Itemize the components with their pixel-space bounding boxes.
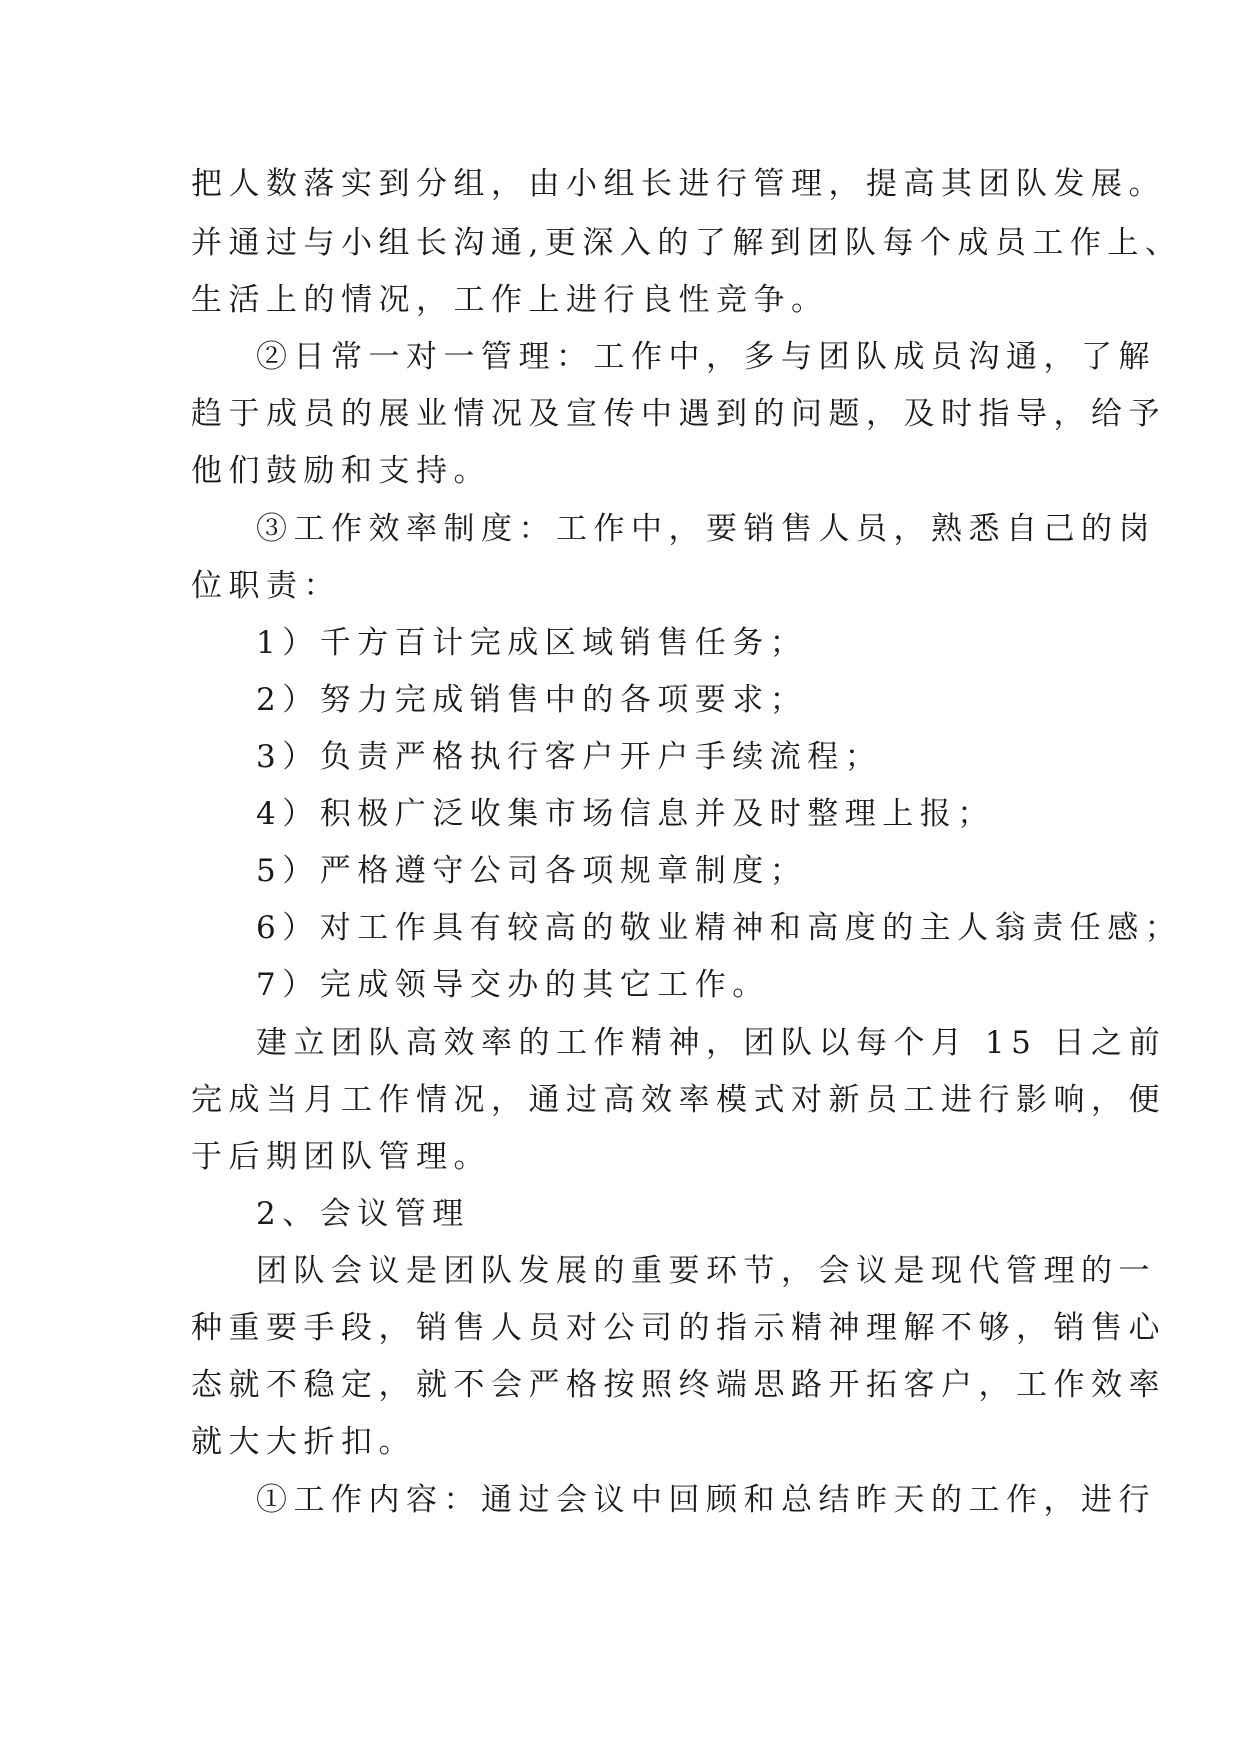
- list-item: 6）对工作具有较高的敬业精神和高度的主人翁责任感；: [256, 910, 1183, 946]
- text-line: 完成当月工作情况，通过高效率模式对新员工进行影响，便: [191, 1082, 1166, 1118]
- paragraph-first-line: 建立团队高效率的工作精神，团队以每个月 15 日之前: [256, 1025, 1167, 1061]
- text-line: 位职责：: [191, 568, 341, 604]
- paragraph-first-line: ③工作效率制度：工作中，要销售人员，熟悉自己的岗: [256, 511, 1156, 547]
- text-line: 他们鼓励和支持。: [191, 453, 491, 489]
- list-item: 4）积极广泛收集市场信息并及时整理上报；: [256, 796, 995, 832]
- paragraph-first-line: ②日常一对一管理：工作中，多与团队成员沟通，了解: [256, 339, 1156, 375]
- list-item: 3）负责严格执行客户开户手续流程；: [256, 739, 883, 775]
- text-line: 种重要手段，销售人员对公司的指示精神理解不够，销售心: [191, 1310, 1166, 1346]
- text-line: 趋于成员的展业情况及宣传中遇到的问题，及时指导，给予: [191, 396, 1166, 432]
- section-heading: 2、会议管理: [256, 1196, 470, 1232]
- paragraph-first-line: 团队会议是团队发展的重要环节，会议是现代管理的一: [256, 1253, 1156, 1289]
- paragraph-first-line: ①工作内容：通过会议中回顾和总结昨天的工作，进行: [256, 1482, 1156, 1518]
- list-item: 1）千方百计完成区域销售任务；: [256, 625, 808, 661]
- list-item: 5）严格遵守公司各项规章制度；: [256, 853, 808, 889]
- text-line: 把人数落实到分组，由小组长进行管理，提高其团队发展。: [191, 166, 1166, 202]
- text-line: 并通过与小组长沟通,更深入的了解到团队每个成员工作上、: [191, 225, 1183, 261]
- text-line: 就大大折扣。: [191, 1424, 416, 1460]
- text-line: 态就不稳定，就不会严格按照终端思路开拓客户，工作效率: [191, 1367, 1166, 1403]
- text-line: 于后期团队管理。: [191, 1139, 491, 1175]
- text-line: 生活上的情况，工作上进行良性竞争。: [191, 282, 829, 318]
- list-item: 2）努力完成销售中的各项要求；: [256, 682, 808, 718]
- list-item: 7）完成领导交办的其它工作。: [256, 967, 770, 1003]
